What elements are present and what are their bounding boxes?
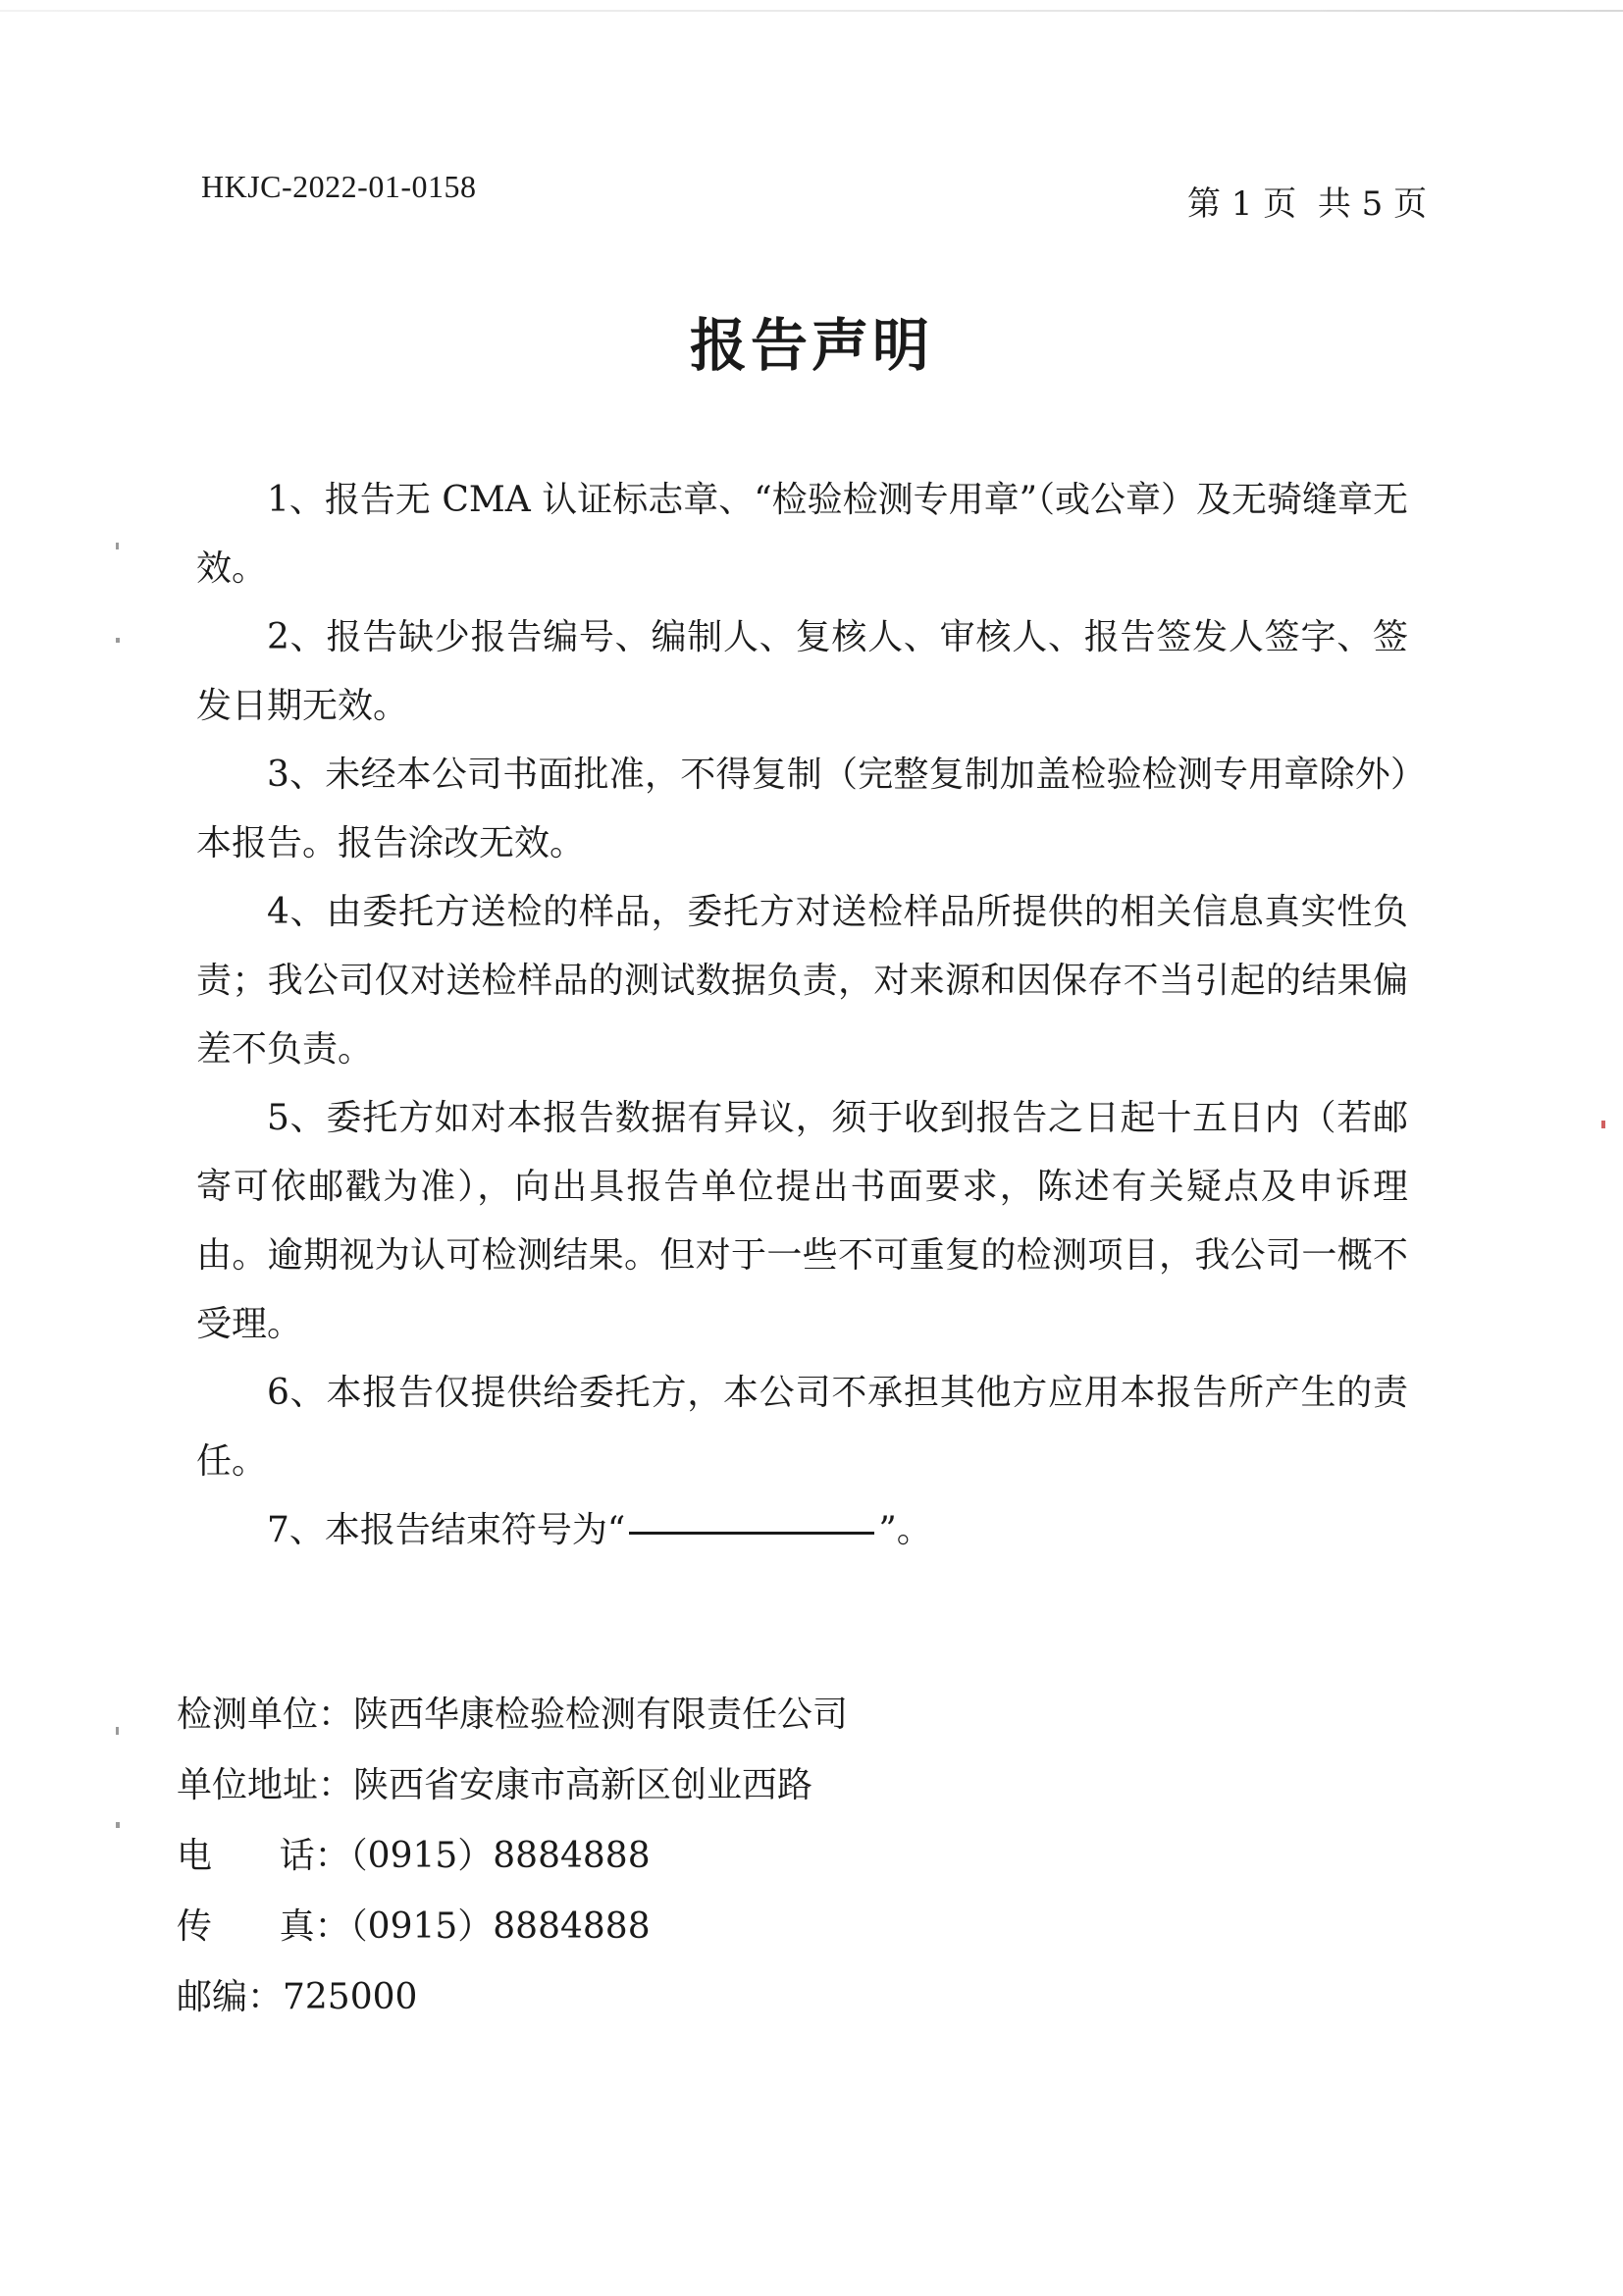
page-indicator: 第 1 页 共 5 页 [1187,184,1428,224]
contact-phone: 电 话：（0915）8884888 [177,1836,651,1876]
contact-fax: 传 真：（0915）8884888 [177,1906,651,1947]
contact-block [177,1680,848,2033]
contact-org: 检测单位：陕西华康检验检测有限责任公司 [177,1695,849,1735]
contact-address: 单位地址：陕西省安康市高新区创业西路 [177,1765,813,1805]
binding-hole-mark [116,1727,119,1735]
statement-7 [196,1496,1408,1565]
binding-hole-mark [116,638,120,643]
end-symbol-line [629,1532,874,1535]
binding-hole-mark [116,1822,120,1828]
page-title: 报告声明 [689,312,933,379]
report-code: HKJC-2022-01-0158 [201,169,477,204]
scan-edge [0,10,1623,12]
statement-6: 6、本报告仅提供给委托方，本公司不承担其他方应用本报告所产生的责任。 [196,1373,1408,1482]
statement-1: 1、报告无 CMA 认证标志章、“检验检测专用章”（或公章）及无骑缝章无效。 [196,480,1409,589]
statement-3: 3、未经本公司书面批准，不得复制（完整复制加盖检验检测专用章除外）本报告。报告涂改无效。 [196,755,1408,863]
binding-hole-mark [116,543,119,549]
statement-2: 2、报告缺少报告编号、编制人、复核人、审核人、报告签发人签字、签发日期无效。 [196,617,1408,726]
red-speck-mark [1601,1121,1605,1128]
contact-postcode: 邮编：725000 [177,1977,418,2017]
statement-list [196,466,1408,1565]
statement-5: 5、委托方如对本报告数据有异议，须于收到报告之日起十五日内（若邮寄可依邮戳为准），向出具报告单位提出书面要求，陈述有关疑点及申诉理由。逾期视为认可检测结果。但对于一些不可重复的检测项目，我公司一概不受理。 [196,1098,1408,1344]
statement-7-prefix: 7、本报告结束符号为“ [267,1510,626,1550]
statement-4: 4、由委托方送检的样品，委托方对送检样品所提供的相关信息真实性负责；我公司仅对送检样品的测试数据负责，对来源和因保存不当引起的结果偏差不负责。 [196,892,1408,1070]
statement-7-suffix: ”。 [878,1510,932,1550]
